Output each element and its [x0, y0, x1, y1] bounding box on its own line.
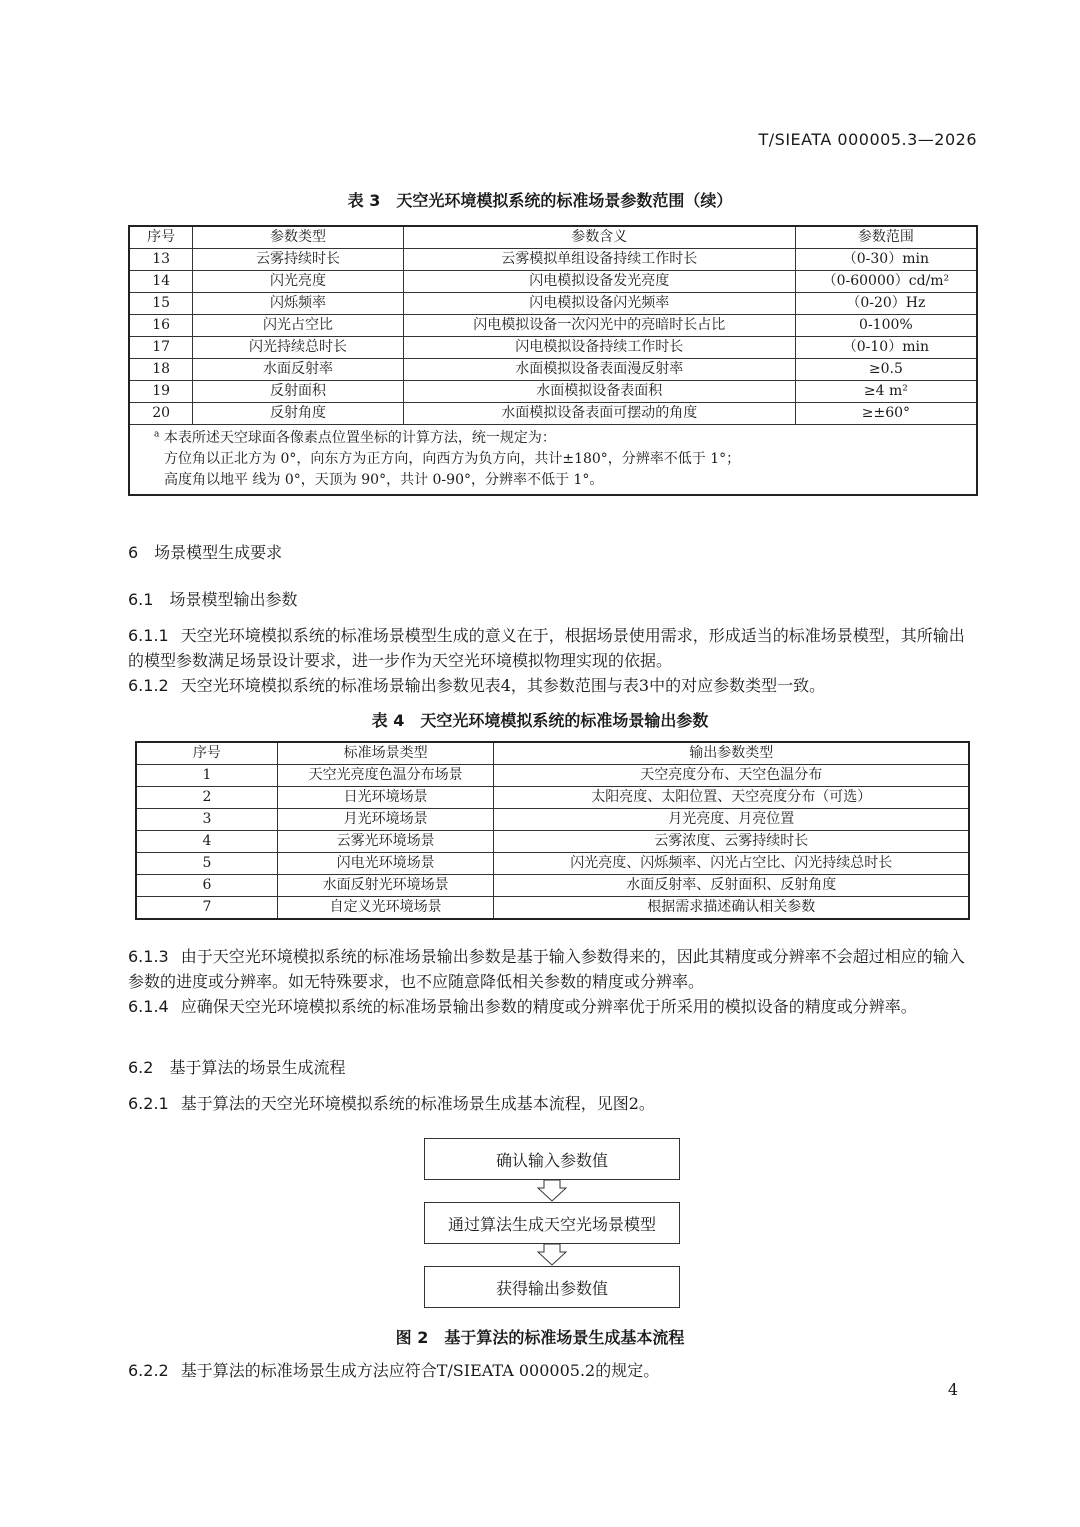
table-cell: 15	[129, 293, 193, 315]
note-marker: a	[154, 429, 160, 440]
paragraph-6-1-4	[128, 994, 978, 1019]
section-6-heading: 6 场景模型生成要求	[128, 543, 283, 562]
table3-row	[129, 381, 977, 403]
flow-step-2: 通过算法生成天空光场景模型	[424, 1202, 680, 1244]
table3-row	[129, 337, 977, 359]
table3-header-cell: 参数含义	[403, 226, 795, 249]
table-cell: 4	[136, 831, 277, 853]
table-cell: ≥4 m²	[795, 381, 977, 403]
table4-header-cell: 序号	[136, 742, 277, 765]
table3-caption: 表 3 天空光环境模拟系统的标准场景参数范围（续）	[347, 191, 733, 210]
table-cell: 17	[129, 337, 193, 359]
table-cell: 闪电光环境场景	[277, 853, 494, 875]
table-cell: 云雾持续时长	[193, 249, 403, 271]
paragraph-text: 天空光环境模拟系统的标准场景模型生成的意义在于，根据场景使用需求，形成适当的标准场景模型，其所输出的模型参数满足场景设计要求，进一步作为天空光环境模拟物理实现的依据。	[128, 626, 965, 670]
document-code: T/SIEATA 000005.3—2026	[758, 130, 977, 149]
table-cell: （0-10）min	[795, 337, 977, 359]
table-cell: ≥±60°	[795, 403, 977, 425]
table-cell: 7	[136, 897, 277, 920]
table4-caption: 表 4 天空光环境模拟系统的标准场景输出参数	[371, 711, 709, 730]
table-cell: 根据需求描述确认相关参数	[494, 897, 969, 920]
table-cell: 1	[136, 765, 277, 787]
clause-number: 6.1.1	[128, 626, 169, 645]
table4-row	[136, 897, 969, 920]
paragraph-text: 天空光环境模拟系统的标准场景输出参数见表4，其参数范围与表3中的对应参数类型一致。	[180, 676, 826, 695]
table4-row	[136, 765, 969, 787]
table-cell: 水面模拟设备表面漫反射率	[403, 359, 795, 381]
table-cell: 云雾光环境场景	[277, 831, 494, 853]
flow-step-3: 获得输出参数值	[424, 1266, 680, 1308]
clause-number: 6.1.4	[128, 997, 169, 1016]
note-line: 本表所述天空球面各像素点位置坐标的计算方法，统一规定为：	[163, 430, 556, 446]
table4-header-row	[136, 742, 969, 765]
paragraph-6-2-1	[128, 1091, 978, 1116]
flow-step-1: 确认输入参数值	[424, 1138, 680, 1180]
table-cell: 5	[136, 853, 277, 875]
table3-note-row	[129, 425, 977, 496]
table3-header-row	[129, 226, 977, 249]
table-cell: 13	[129, 249, 193, 271]
table3-row	[129, 249, 977, 271]
down-arrow-icon	[536, 1180, 568, 1202]
table-cell: （0-30）min	[795, 249, 977, 271]
table-cell: 16	[129, 315, 193, 337]
table-cell: 天空亮度分布、天空色温分布	[494, 765, 969, 787]
down-arrow-icon	[536, 1244, 568, 1266]
table-cell: 闪光亮度、闪烁频率、闪光占空比、闪光持续总时长	[494, 853, 969, 875]
table3-header-cell: 参数类型	[193, 226, 403, 249]
table-cell: 闪电模拟设备持续工作时长	[403, 337, 795, 359]
table-cell: 14	[129, 271, 193, 293]
table-cell: 闪光占空比	[193, 315, 403, 337]
paragraph-text: 由于天空光环境模拟系统的标准场景输出参数是基于输入参数得来的，因此其精度或分辨率不会超过相应的输入参数的进度或分辨率。如无特殊要求，也不应随意降低相关参数的精度或分辨率。	[128, 947, 965, 991]
table-cell: 自定义光环境场景	[277, 897, 494, 920]
paragraph-text: 应确保天空光环境模拟系统的标准场景输出参数的精度或分辨率优于所采用的模拟设备的精度或分辨率。	[180, 997, 917, 1016]
clause-number: 6.2.2	[128, 1361, 169, 1380]
table3-row	[129, 293, 977, 315]
table3-header-cell: 序号	[129, 226, 193, 249]
section-6-2-heading: 6.2 基于算法的场景生成流程	[128, 1058, 346, 1077]
figure2-caption: 图 2 基于算法的标准场景生成基本流程	[395, 1328, 685, 1347]
table3-row	[129, 359, 977, 381]
table3-note	[129, 425, 977, 496]
table-cell: 6	[136, 875, 277, 897]
clause-number: 6.2.1	[128, 1094, 169, 1113]
table4-row	[136, 831, 969, 853]
table4-row	[136, 809, 969, 831]
page-number: 4	[947, 1380, 958, 1399]
table-cell: 闪电模拟设备闪光频率	[403, 293, 795, 315]
table-cell: 云雾模拟单组设备持续工作时长	[403, 249, 795, 271]
table-cell: 闪电模拟设备发光亮度	[403, 271, 795, 293]
table4-row	[136, 875, 969, 897]
note-line: 方位角以正北方为 0°，向东方为正方向，向西方为负方向，共计±180°，分辨率不低于 1°；	[164, 451, 741, 467]
table-cell: 闪电模拟设备一次闪光中的亮暗时长占比	[403, 315, 795, 337]
table-cell: 闪光持续总时长	[193, 337, 403, 359]
table-cell: 3	[136, 809, 277, 831]
table-cell: 19	[129, 381, 193, 403]
table-cell: 18	[129, 359, 193, 381]
table4	[135, 741, 970, 920]
table-cell: ≥0.5	[795, 359, 977, 381]
clause-number: 6.1.2	[128, 676, 169, 695]
table3-row	[129, 403, 977, 425]
table4-row	[136, 787, 969, 809]
table4-header-cell: 输出参数类型	[494, 742, 969, 765]
table-cell: （0-60000）cd/m²	[795, 271, 977, 293]
paragraph-text: 基于算法的天空光环境模拟系统的标准场景生成基本流程，见图2。	[180, 1094, 655, 1113]
table-cell: 月光环境场景	[277, 809, 494, 831]
table-cell: 月光亮度、月亮位置	[494, 809, 969, 831]
table-cell: 太阳亮度、太阳位置、天空亮度分布（可选）	[494, 787, 969, 809]
paragraph-6-1-3	[128, 944, 978, 994]
clause-number: 6.1.3	[128, 947, 169, 966]
table-cell: 闪烁频率	[193, 293, 403, 315]
table-cell: 2	[136, 787, 277, 809]
paragraph-6-1-2	[128, 673, 978, 698]
table-cell: 水面反射率、反射面积、反射角度	[494, 875, 969, 897]
table-cell: 水面模拟设备表面积	[403, 381, 795, 403]
table-cell: 日光环境场景	[277, 787, 494, 809]
table3-row	[129, 315, 977, 337]
section-6-1-heading: 6.1 场景模型输出参数	[128, 590, 298, 609]
table-cell: （0-20）Hz	[795, 293, 977, 315]
table-cell: 20	[129, 403, 193, 425]
paragraph-6-2-2	[128, 1358, 978, 1383]
table-cell: 水面反射光环境场景	[277, 875, 494, 897]
table-cell: 反射面积	[193, 381, 403, 403]
table-cell: 0-100%	[795, 315, 977, 337]
table3-row	[129, 271, 977, 293]
table4-header-cell: 标准场景类型	[277, 742, 494, 765]
paragraph-6-1-1	[128, 623, 978, 673]
table-cell: 闪光亮度	[193, 271, 403, 293]
table-cell: 水面反射率	[193, 359, 403, 381]
table3-header-cell: 参数范围	[795, 226, 977, 249]
note-line: 高度角以地平 线为 0°，天顶为 90°，共计 0-90°，分辨率不低于 1°。	[164, 472, 604, 488]
table-cell: 天空光亮度色温分布场景	[277, 765, 494, 787]
table-cell: 云雾浓度、云雾持续时长	[494, 831, 969, 853]
table3	[128, 225, 978, 496]
table4-row	[136, 853, 969, 875]
table-cell: 反射角度	[193, 403, 403, 425]
table-cell: 水面模拟设备表面可摆动的角度	[403, 403, 795, 425]
paragraph-text: 基于算法的标准场景生成方法应符合T/SIEATA 000005.2的规定。	[180, 1361, 660, 1380]
